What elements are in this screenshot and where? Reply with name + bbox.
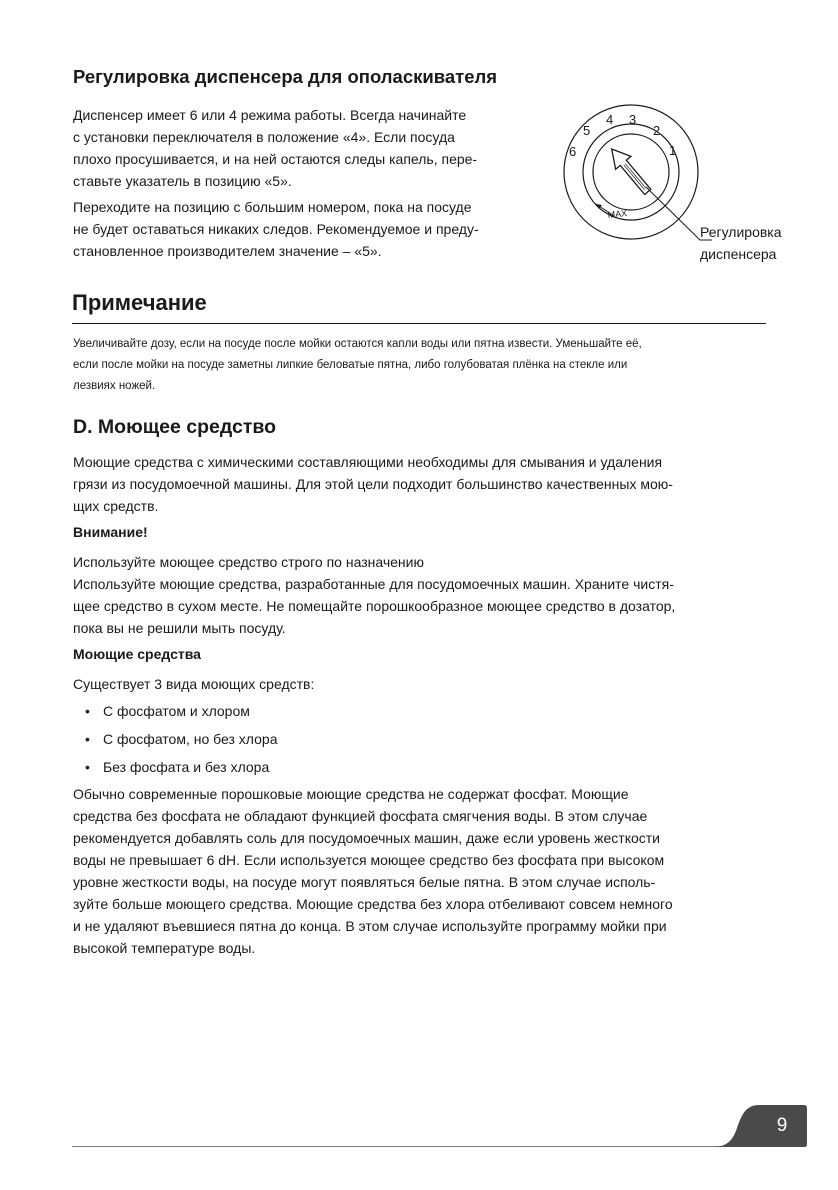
text-line: Регулировка: [700, 224, 782, 240]
detergent-types-heading: Моющие средства: [73, 646, 201, 662]
text-line: средства без фосфата не обладают функцией фосфата смягчения воды. В этом случае: [73, 808, 648, 824]
text-line: уровне жесткости воды, на посуде могут появляться белые пятна. В этом случае исполь-: [73, 874, 656, 890]
list-item-text: Без фосфата и без хлора: [103, 759, 270, 775]
dial-number-2: 2: [653, 123, 661, 138]
list-item: [73, 728, 278, 756]
note-text: [73, 334, 642, 397]
text-line: лезвиях ножей.: [73, 380, 156, 392]
dial-max-label: MAX: [607, 208, 628, 220]
text-line: Переходите на позицию с большим номером, пока на посуде: [73, 199, 472, 215]
text-line: диспенсера: [700, 246, 777, 262]
detergent-types-list: [73, 700, 278, 784]
text-line: Моющие средства с химическими составляющими необходимы для смывания и удаления: [73, 454, 663, 470]
dial-pointer-icon: [604, 143, 655, 199]
list-item-text: С фосфатом, но без хлора: [103, 731, 278, 747]
text-line: Увеличивайте дозу, если на посуде после мойки остаются капли воды или пятна извести. Уменьшайте её,: [73, 338, 642, 350]
text-line: щее средство в сухом месте. Не помещайте порошкообразное моющее средство в дозатор,: [73, 598, 676, 614]
list-item: [73, 756, 278, 784]
text-line: рекомендуется добавлять соль для посудомоечных машин, даже если уровень жесткости: [73, 830, 661, 846]
note-title: Примечание: [72, 290, 207, 315]
text-line: пока вы не решили мыть посуду.: [73, 620, 286, 636]
dial-number-1: 1: [669, 143, 677, 158]
text-line: Обычно современные порошковые моющие средства не содержат фосфат. Моющие: [73, 786, 629, 802]
warning-text: [73, 551, 773, 639]
dial-caption: [700, 221, 782, 265]
text-line: становленное производителем значение – «5».: [73, 243, 382, 259]
bullet-icon: •: [85, 759, 90, 775]
text-line: и не удаляют въевшиеся пятна до конца. В этом случае используйте программу мойки при: [73, 918, 667, 934]
text-line: Диспенсер имеет 6 или 4 режима работы. Всегда начинайте: [73, 107, 467, 123]
text-line: не будет оставаться никаких следов. Рекомендуемое и преду-: [73, 221, 479, 237]
bullet-icon: •: [85, 731, 90, 747]
text-line: ставьте указатель в позицию «5».: [73, 173, 292, 189]
text-line: плохо просушивается, и на ней остаются следы капель, пере-: [73, 151, 478, 167]
rinse-paragraph-1: [73, 104, 543, 192]
text-line: Используйте моющее средство строго по назначению: [73, 554, 424, 570]
text-line: высокой температуре воды.: [73, 940, 256, 956]
list-item: [73, 700, 278, 728]
text-line: если после мойки на посуде заметны липкие беловатые пятна, либо голубоватая плёнка на стекле или: [73, 359, 628, 371]
dispenser-dial-diagram: [552, 100, 712, 250]
text-line: зуйте больше моющего средства. Моющие средства без хлора отбеливают совсем немного: [73, 896, 673, 912]
text-line: Используйте моющие средства, разработанные для посудомоечных машин. Храните чистя-: [73, 576, 674, 592]
detergent-final-paragraph: [73, 783, 773, 959]
footer-line: [72, 1146, 806, 1147]
note-divider: [72, 323, 766, 324]
detergent-intro: [73, 451, 773, 517]
text-line: с установки переключателя в положение «4». Если посуда: [73, 129, 455, 145]
text-line: щих средств.: [73, 498, 159, 514]
section-title-rinse-aid: Регулировка диспенсера для ополаскивателя: [73, 66, 498, 87]
rinse-paragraph-2: [73, 196, 543, 262]
warning-heading: Внимание!: [73, 524, 148, 540]
text-line: грязи из посудомоечной машины. Для этой цели подходит большинство качественных мою-: [73, 476, 673, 492]
dial-number-6: 6: [569, 144, 577, 159]
dial-number-4: 4: [606, 112, 614, 127]
section-title-detergent: D. Моющее средство: [73, 416, 277, 438]
dial-number-5: 5: [583, 123, 591, 138]
list-item-text: С фосфатом и хлором: [103, 703, 250, 719]
bullet-icon: •: [85, 703, 90, 719]
page-number: 9: [776, 1115, 788, 1136]
dial-number-3: 3: [629, 112, 637, 127]
detergent-types-intro: Существует 3 вида моющих средств:: [73, 676, 315, 692]
text-line: воды не превышает 6 dH. Если используется моющее средство без фосфата при высоком: [73, 852, 665, 868]
